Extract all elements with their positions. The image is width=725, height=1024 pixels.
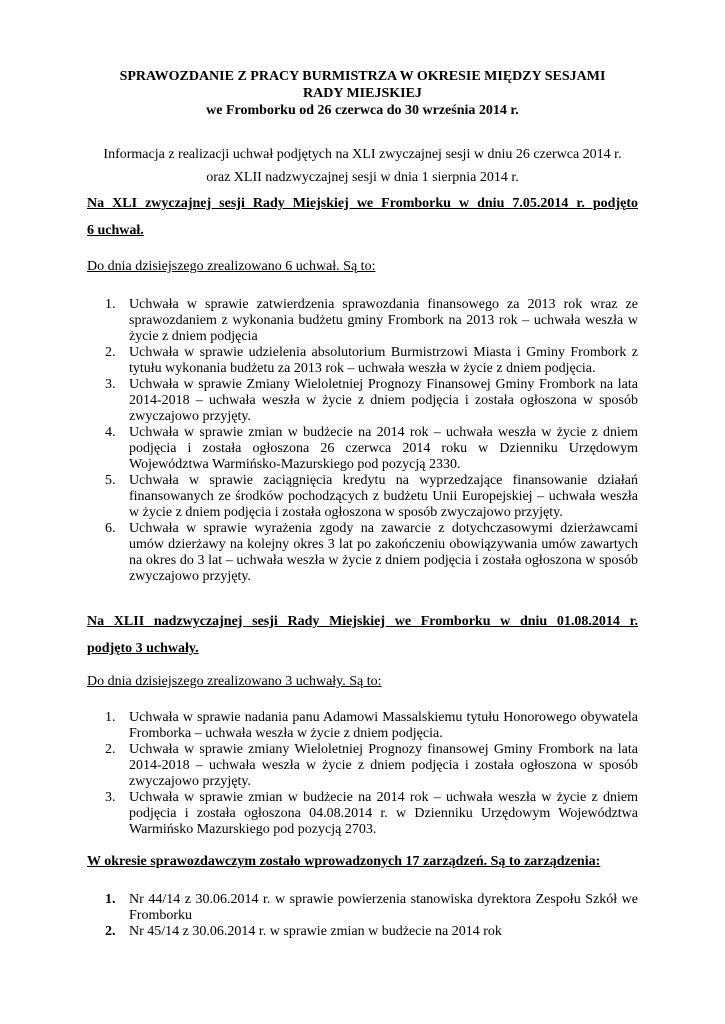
section2-list: [87, 710, 638, 838]
title-line-1: SPRAWOZDANIE Z PRACY BURMISTRZA W OKRESIE MIĘDZY SESJAMI: [119, 69, 606, 84]
list-item: [87, 473, 638, 521]
intro-line-1: Informacja z realizacji uchwał podjętych na XLI zwyczajnej sesji w dniu 26 czerwca 2014 r.: [103, 147, 622, 162]
item-text: Uchwała w sprawie udzielenia absolutorium Burmistrzowi Miasta i Gminy Frombork z tytułu wykonania budżetu za 2013 rok – uchwała weszła w życie z dniem podjęcia.: [129, 345, 638, 376]
list-item: [87, 425, 638, 473]
list-item: [87, 924, 638, 940]
list-item: [87, 790, 638, 838]
list-item: [87, 710, 638, 742]
list-item: [87, 742, 638, 790]
section1-heading-line-1: Na XLI zwyczajnej sesji Rady Miejskiej we Fromborku w dniu 7.05.2014 r. podjęto: [87, 196, 638, 211]
item-text: Nr 44/14 z 30.06.2014 r. w sprawie powierzenia stanowiska dyrektora Zespołu Szkół we Fromborku: [129, 892, 638, 923]
item-text: Uchwała w sprawie zmian w budżecie na 2014 rok – uchwała weszła w życie z dniem podjęcia i została ogłoszona 26 czerwca 2014 roku w Dzienniku Urzędowym Województwa Warmińsko-Mazurskiego pod pozycją 2330.: [129, 425, 638, 472]
item-text: Uchwała w sprawie wyrażenia zgody na zawarcie z dotychczasowymi dzierżawcami umów dzierżawy na kolejny okres 3 lat po zakończeniu obowiązywania umów zawartych na okres do 3 lat – uchwała weszła w życie z dniem podjęcia i została ogłoszona w sposób zwyczajowo przyjęty.: [129, 521, 638, 584]
section1-list: [87, 297, 638, 585]
list-item: [87, 345, 638, 377]
report-title: [0, 68, 725, 119]
item-text: Nr 45/14 z 30.06.2014 r. w sprawie zmian w budżecie na 2014 rok: [129, 924, 502, 939]
section1-subheading: Do dnia dzisiejszego zrealizowano 6 uchwał. Są to:: [87, 259, 376, 274]
item-text: Uchwała w sprawie zmiany Wieloletniej Prognozy finansowej Gminy Frombork na lata 2014-2018 – uchwała weszła w życie z dniem podjęcia i została ogłoszona w sposób zwyczajowo przyjęty.: [129, 742, 638, 789]
item-number: 4.: [105, 425, 116, 440]
title-line-3: we Fromborku od 26 czerwca do 30 września 2014 r.: [206, 103, 519, 118]
item-number: 2.: [105, 742, 116, 757]
list-item: [87, 892, 638, 924]
item-number: 3.: [105, 790, 116, 805]
section2-heading-line-2: podjęto 3 uchwały.: [87, 641, 199, 656]
list-item: [87, 377, 638, 425]
item-text: Uchwała w sprawie Zmiany Wieloletniej Prognozy Finansowej Gminy Frombork na lata 2014-2018 – uchwała weszła w życie z dniem podjęcia i została ogłoszona w sposób zwyczajowo przyjęty.: [129, 377, 638, 424]
item-number: 1.: [105, 297, 116, 312]
title-line-2: RADY MIEJSKIEJ: [303, 86, 422, 101]
item-text: Uchwała w sprawie zatwierdzenia sprawozdania finansowego za 2013 rok wraz ze sprawozdaniem z wykonania budżetu gminy Frombork na 2013 rok – uchwała weszła w życie z dniem podjęcia: [129, 297, 638, 344]
section2-heading-line-1: Na XLII nadzwyczajnej sesji Rady Miejskiej we Fromborku w dniu 01.08.2014 r.: [87, 614, 638, 629]
section1-heading: [87, 190, 638, 244]
section3-list: [87, 892, 638, 940]
item-number: 5.: [105, 473, 116, 488]
item-number: 1.: [105, 892, 116, 907]
item-text: Uchwała w sprawie zaciągnięcia kredytu na wyprzedzające finansowanie działań finansowanych ze środków pochodzących z budżetu Unii Europejskiej – uchwała weszła w życie z dniem podjęcia i została ogłoszona w sposób zwyczajowo przyjęty.: [129, 473, 638, 520]
intro-line-2: oraz XLII nadzwyczajnej sesji w dnia 1 sierpnia 2014 r.: [206, 170, 519, 185]
item-number: 6.: [105, 521, 116, 536]
item-number: 3.: [105, 377, 116, 392]
item-text: Uchwała w sprawie nadania panu Adamowi Massalskiemu tytułu Honorowego obywatela Fromborka – uchwała weszła w życie z dniem podjęcia.: [129, 710, 638, 741]
item-number: 2.: [105, 345, 116, 360]
section2-heading: [87, 608, 638, 662]
list-item: [87, 521, 638, 585]
section2-subheading: Do dnia dzisiejszego zrealizowano 3 uchwały. Są to:: [87, 674, 382, 689]
item-text: Uchwała w sprawie zmian w budżecie na 2014 rok – uchwała weszła w życie z dniem podjęcia i została ogłoszona 04.08.2014 r. w Dzienniku Urzędowym Województwa Warmińsko Mazurskiego pod pozycją 2703.: [129, 790, 638, 837]
item-number: 2.: [105, 924, 116, 939]
section1-heading-line-2: 6 uchwał.: [87, 223, 144, 238]
section3-heading: W okresie sprawozdawczym zostało wprowadzonych 17 zarządzeń. Są to zarządzenia:: [87, 854, 601, 869]
item-number: 1.: [105, 710, 116, 725]
list-item: [87, 297, 638, 345]
